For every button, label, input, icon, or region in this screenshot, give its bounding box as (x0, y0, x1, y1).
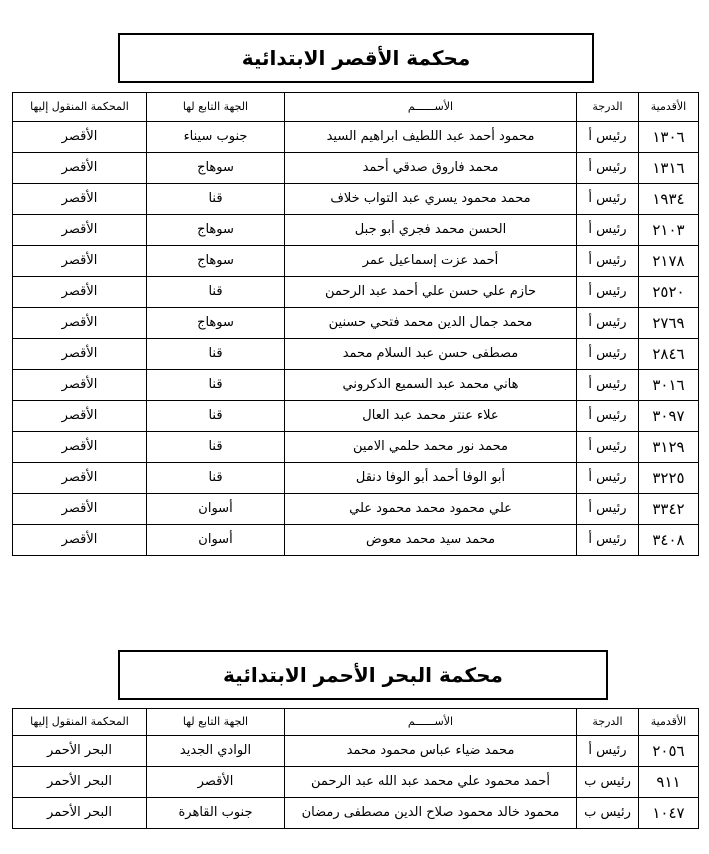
affiliation-cell: قنا (147, 184, 285, 215)
section-title-box (118, 650, 608, 700)
seniority-cell: ٣٠٩٧ (639, 401, 699, 432)
seniority-cell: ٣٤٠٨ (639, 525, 699, 556)
destination-cell: البحر الأحمر (13, 736, 147, 767)
name-cell: محمد نور محمد حلمي الامين (285, 432, 577, 463)
header-seniority: الأقدمية (639, 709, 699, 736)
table-row (13, 246, 699, 277)
table-row (13, 308, 699, 339)
table-row (13, 277, 699, 308)
table-row (13, 153, 699, 184)
header-destination: المحكمة المنقول إليها (13, 709, 147, 736)
header-seniority: الأقدمية (639, 93, 699, 122)
destination-cell: البحر الأحمر (13, 767, 147, 798)
affiliation-cell: الوادي الجديد (147, 736, 285, 767)
seniority-cell: ١٣٠٦ (639, 122, 699, 153)
affiliation-cell: قنا (147, 370, 285, 401)
name-cell: محمد جمال الدين محمد فتحي حسنين (285, 308, 577, 339)
name-cell: أبو الوفا أحمد أبو الوفا دنقل (285, 463, 577, 494)
destination-cell: الأقصر (13, 277, 147, 308)
seniority-cell: ٢٨٤٦ (639, 339, 699, 370)
affiliation-cell: الأقصر (147, 767, 285, 798)
affiliation-cell: أسوان (147, 525, 285, 556)
destination-cell: الأقصر (13, 215, 147, 246)
table-row (13, 798, 699, 829)
header-grade: الدرجة (577, 93, 639, 122)
affiliation-cell: سوهاج (147, 308, 285, 339)
destination-cell: الأقصر (13, 153, 147, 184)
transfer-table (12, 92, 699, 556)
table-header-row (13, 93, 699, 122)
name-cell: مصطفى حسن عبد السلام محمد (285, 339, 577, 370)
name-cell: محمد سيد محمد معوض (285, 525, 577, 556)
seniority-cell: ٢٧٦٩ (639, 308, 699, 339)
destination-cell: الأقصر (13, 308, 147, 339)
seniority-cell: ٣٠١٦ (639, 370, 699, 401)
seniority-cell: ٢١٠٣ (639, 215, 699, 246)
affiliation-cell: جنوب القاهرة (147, 798, 285, 829)
destination-cell: الأقصر (13, 463, 147, 494)
seniority-cell: ١٩٣٤ (639, 184, 699, 215)
header-affiliation: الجهة التابع لها (147, 709, 285, 736)
destination-cell: الأقصر (13, 246, 147, 277)
grade-cell: رئيس ب (577, 798, 639, 829)
grade-cell: رئيس أ (577, 153, 639, 184)
table-row (13, 463, 699, 494)
grade-cell: رئيس أ (577, 494, 639, 525)
grade-cell: رئيس أ (577, 432, 639, 463)
name-cell: الحسن محمد فجري أبو جبل (285, 215, 577, 246)
affiliation-cell: أسوان (147, 494, 285, 525)
header-affiliation: الجهة التابع لها (147, 93, 285, 122)
affiliation-cell: قنا (147, 463, 285, 494)
name-cell: محمود أحمد عبد اللطيف ابراهيم السيد (285, 122, 577, 153)
header-destination: المحكمة المنقول إليها (13, 93, 147, 122)
affiliation-cell: سوهاج (147, 153, 285, 184)
affiliation-cell: سوهاج (147, 246, 285, 277)
seniority-cell: ٢٥٢٠ (639, 277, 699, 308)
name-cell: علي محمود محمد محمود علي (285, 494, 577, 525)
name-cell: هاني محمد عبد السميع الدكروني (285, 370, 577, 401)
header-grade: الدرجة (577, 709, 639, 736)
name-cell: علاء عنتر محمد عبد العال (285, 401, 577, 432)
table-row (13, 767, 699, 798)
affiliation-cell: قنا (147, 432, 285, 463)
name-cell: محمد محمود يسري عبد التواب خلاف (285, 184, 577, 215)
affiliation-cell: قنا (147, 277, 285, 308)
grade-cell: رئيس أ (577, 308, 639, 339)
grade-cell: رئيس أ (577, 215, 639, 246)
table-row (13, 339, 699, 370)
destination-cell: الأقصر (13, 525, 147, 556)
section-title: محكمة الأقصر الابتدائية (241, 46, 471, 70)
destination-cell: الأقصر (13, 401, 147, 432)
name-cell: أحمد عزت إسماعيل عمر (285, 246, 577, 277)
destination-cell: الأقصر (13, 184, 147, 215)
table-row (13, 525, 699, 556)
destination-cell: الأقصر (13, 339, 147, 370)
seniority-cell: ١٣١٦ (639, 153, 699, 184)
table-row (13, 401, 699, 432)
seniority-cell: ٣٢٢٥ (639, 463, 699, 494)
seniority-cell: ٣٣٤٢ (639, 494, 699, 525)
name-cell: محمد ضياء عباس محمود محمد (285, 736, 577, 767)
affiliation-cell: قنا (147, 339, 285, 370)
grade-cell: رئيس أ (577, 184, 639, 215)
table-row (13, 494, 699, 525)
seniority-cell: ٩١١ (639, 767, 699, 798)
seniority-cell: ٢٠٥٦ (639, 736, 699, 767)
grade-cell: رئيس أ (577, 339, 639, 370)
seniority-cell: ٣١٢٩ (639, 432, 699, 463)
grade-cell: رئيس أ (577, 277, 639, 308)
seniority-cell: ٢١٧٨ (639, 246, 699, 277)
table-row (13, 215, 699, 246)
name-cell: أحمد محمود علي محمد عبد الله عبد الرحمن (285, 767, 577, 798)
affiliation-cell: قنا (147, 401, 285, 432)
header-name: الأســــــم (285, 93, 577, 122)
grade-cell: رئيس أ (577, 736, 639, 767)
destination-cell: الأقصر (13, 370, 147, 401)
grade-cell: رئيس أ (577, 246, 639, 277)
grade-cell: رئيس أ (577, 525, 639, 556)
grade-cell: رئيس أ (577, 463, 639, 494)
grade-cell: رئيس أ (577, 401, 639, 432)
destination-cell: الأقصر (13, 122, 147, 153)
destination-cell: الأقصر (13, 494, 147, 525)
table-row (13, 432, 699, 463)
destination-cell: البحر الأحمر (13, 798, 147, 829)
name-cell: محمود خالد محمود صلاح الدين مصطفى رمضان (285, 798, 577, 829)
section-title: محكمة البحر الأحمر الابتدائية (223, 663, 503, 687)
affiliation-cell: سوهاج (147, 215, 285, 246)
affiliation-cell: جنوب سيناء (147, 122, 285, 153)
table-row (13, 736, 699, 767)
transfer-table (12, 708, 699, 829)
table-row (13, 370, 699, 401)
table-header-row (13, 709, 699, 736)
destination-cell: الأقصر (13, 432, 147, 463)
grade-cell: رئيس ب (577, 767, 639, 798)
seniority-cell: ١٠٤٧ (639, 798, 699, 829)
name-cell: حازم علي حسن علي أحمد عبد الرحمن (285, 277, 577, 308)
section-title-box (118, 33, 594, 83)
table-row (13, 122, 699, 153)
header-name: الأســــــم (285, 709, 577, 736)
name-cell: محمد فاروق صدقي أحمد (285, 153, 577, 184)
grade-cell: رئيس أ (577, 370, 639, 401)
grade-cell: رئيس أ (577, 122, 639, 153)
table-row (13, 184, 699, 215)
